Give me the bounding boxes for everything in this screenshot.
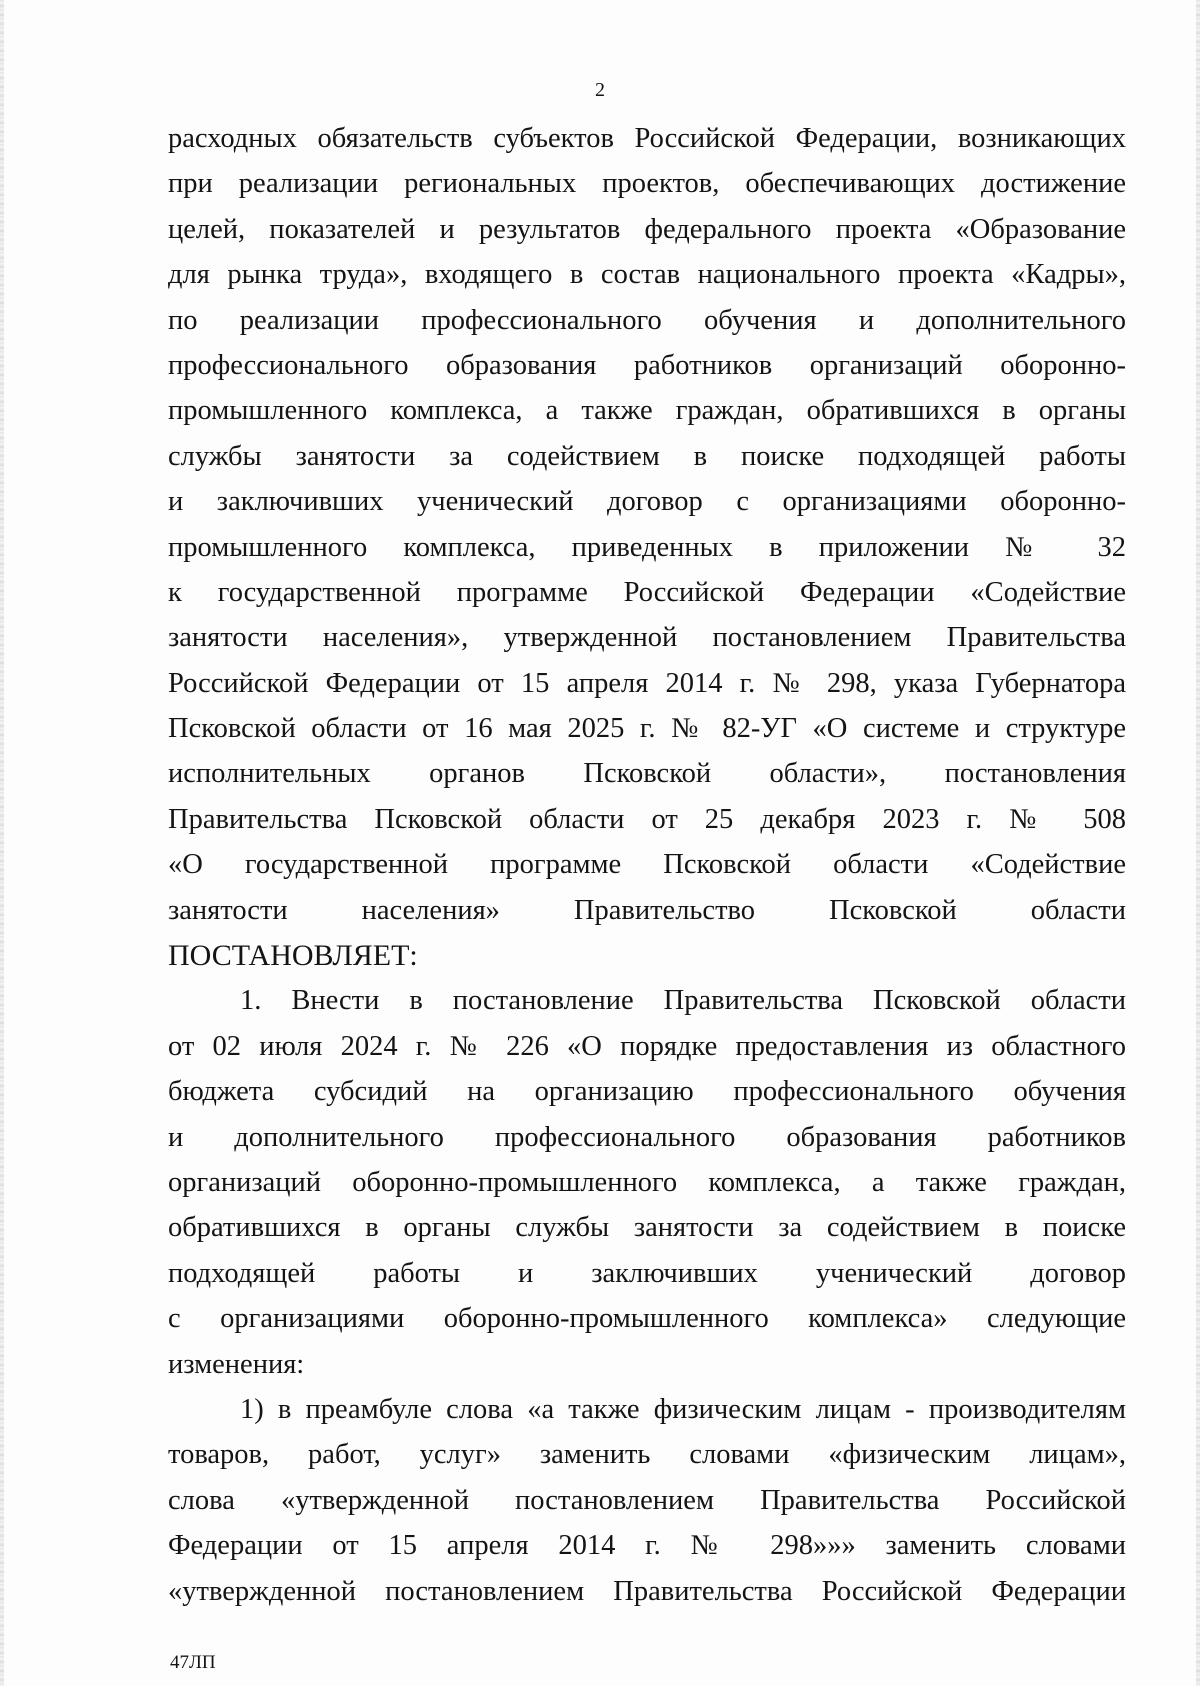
resolution-heading: ПОСТАНОВЛЯЕТ: [168,939,418,973]
text-line: «О государственной программе Псковской области «Содействие [168,849,1126,881]
text-line: и заключивших ученический договор с организациями оборонно- [168,486,1126,518]
scan-edge-left [0,0,4,1686]
text-line: промышленного комплекса, а также граждан, обратившихся в органы [168,395,1126,427]
text-line: товаров, работ, услуг» заменить словами «физическим лицам», [168,1439,1126,1471]
text-line: Российской Федерации от 15 апреля 2014 г. № 298, указа Губернатора [168,667,1126,699]
text-line: с организациями оборонно-промышленного комплекса» следующие [168,1303,1126,1335]
subparagraph-1-start: 1) в преамбуле слова «а также физическим лицам - производителям [240,1393,1126,1425]
text-line: «утвержденной постановлением Правительства Российской Федерации [168,1575,1126,1607]
document-body [168,116,1126,1614]
text-line: по реализации профессионального обучения и дополнительного [168,304,1126,336]
text-line: промышленного комплекса, приведенных в приложении № 32 [168,531,1126,563]
text-line: службы занятости за содействием в поиске подходящей работы [168,440,1126,472]
text-line: занятости населения», утвержденной постановлением Правительства [168,622,1126,654]
text-line: бюджета субсидий на организацию профессионального обучения [168,1076,1126,1108]
text-line: от 02 июля 2024 г. № 226 «О порядке предоставления из областного [168,1030,1126,1062]
text-line: профессионального образования работников организаций оборонно- [168,349,1126,381]
text-line: и дополнительного профессионального образования работников [168,1121,1126,1153]
text-line: расходных обязательств субъектов Российской Федерации, возникающих [168,123,1126,154]
scan-edge-right [1196,0,1200,1686]
document-code: 47ЛП [170,1652,216,1673]
text-line: исполнительных органов Псковской области», постановления [168,758,1126,790]
text-line: организаций оборонно-промышленного комплекса, а также граждан, [168,1166,1126,1198]
text-line: Федерации от 15 апреля 2014 г. № 298»»» заменить словами [168,1530,1126,1562]
text-line: к государственной программе Российской Федерации «Содействие [168,576,1126,608]
text-line: подходящей работы и заключивших ученический договор [168,1257,1126,1289]
text-line: Псковской области от 16 мая 2025 г. № 82-УГ «О системе и структуре [168,713,1126,745]
page-number: 2 [595,79,605,101]
text-line: слова «утвержденной постановлением Правительства Российской [168,1484,1126,1516]
text-line: занятости населения» Правительство Псковской области [168,894,1126,926]
text-line: целей, показателей и результатов федерального проекта «Образование [168,213,1126,245]
text-line: обратившихся в органы службы занятости за содействием в поиске [168,1212,1126,1244]
paragraph-1-start: 1. Внести в постановление Правительства Псковской области [240,985,1126,1017]
text-line: Правительства Псковской области от 25 декабря 2023 г. № 508 [168,803,1126,835]
text-line: изменения: [168,1348,305,1380]
text-line: для рынка труда», входящего в состав национального проекта «Кадры», [168,259,1126,291]
text-line: при реализации региональных проектов, обеспечивающих достижение [168,168,1126,200]
